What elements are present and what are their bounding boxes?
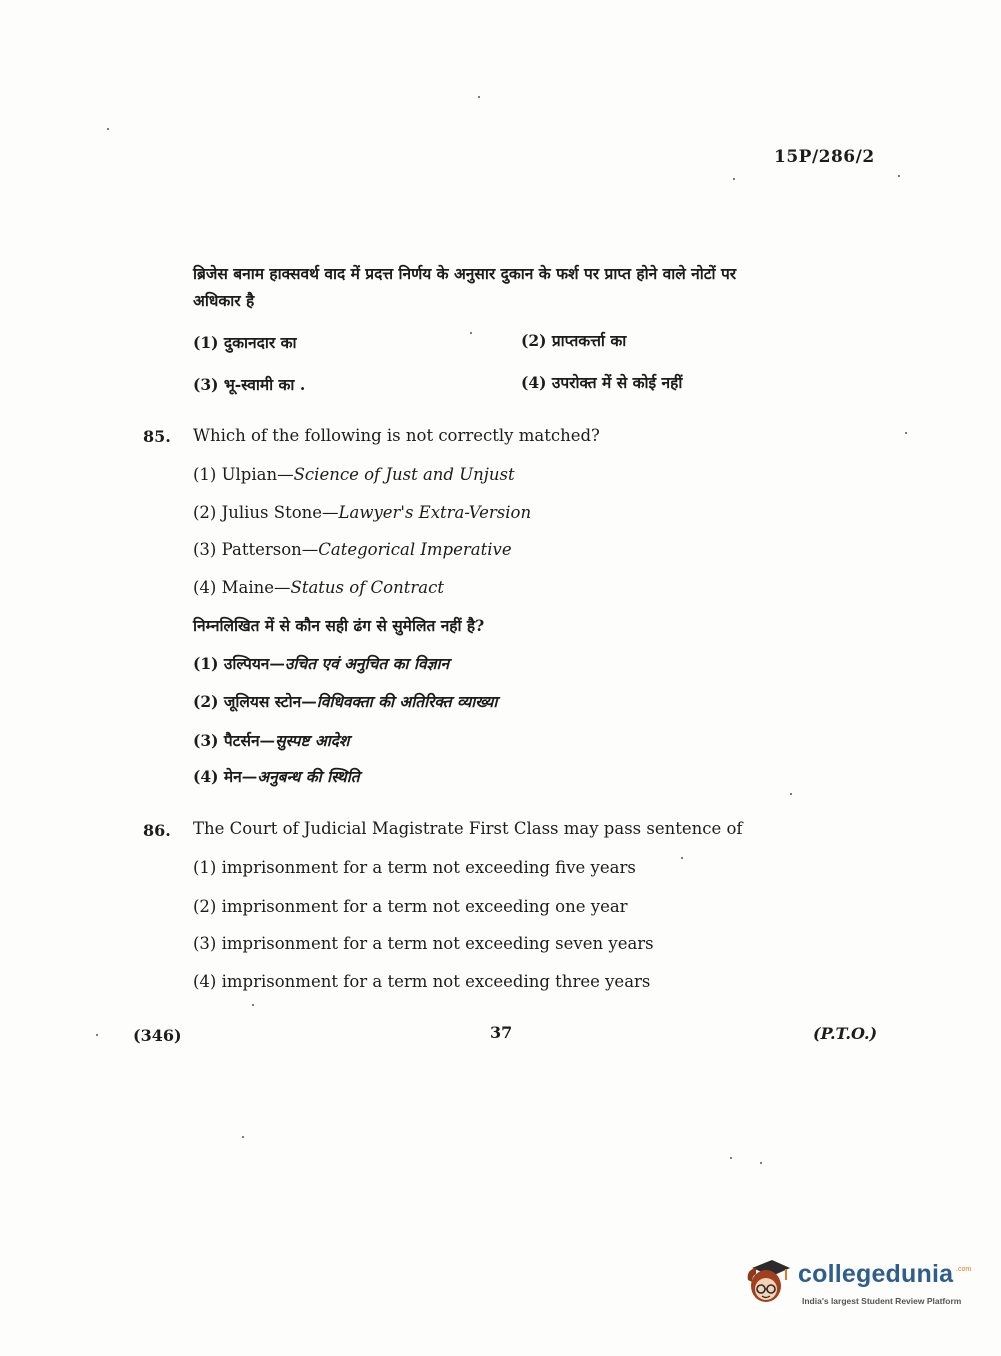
q85-hindi-option-2 (193, 690, 497, 712)
scan-speck (478, 96, 480, 98)
option-number: (4) (193, 767, 219, 786)
q85-hindi-stem: निम्नलिखित में से कौन सही ढंग से सुमेलित नहीं है? (193, 616, 485, 635)
q84-hindi-stem-line2: अधिकार है (193, 291, 255, 310)
option-name: उल्पियन— (223, 654, 285, 673)
scan-speck (733, 178, 735, 180)
q86-option-4: (4) imprisonment for a term not exceeding three years (193, 972, 651, 991)
q84-option-3: (3) भू-स्वामी का . (193, 375, 306, 394)
q85-option-4 (193, 578, 444, 597)
scan-speck (96, 1034, 98, 1036)
q86-option-3: (3) imprisonment for a term not exceeding seven years (193, 934, 654, 953)
q84-option-1: (1) दुकानदार का (193, 333, 297, 352)
q85-option-3 (193, 540, 512, 559)
option-name: पैटर्सन— (223, 731, 276, 750)
option-work: Lawyer's Extra-Version (338, 503, 532, 522)
option-work: Status of Contract (290, 578, 444, 597)
option-name: Ulpian— (221, 465, 294, 484)
q86-number: 86. (143, 821, 171, 840)
option-work: उचित एवं अनुचित का विज्ञान (284, 654, 450, 673)
option-number: (2) (193, 692, 219, 711)
q84-option-2: (2) प्राप्तकर्त्ता का (521, 331, 627, 350)
q86-stem: The Court of Judicial Magistrate First Class may pass sentence of (193, 819, 743, 838)
option-number: (1) (193, 465, 217, 484)
scan-speck (730, 1157, 732, 1159)
scan-speck (898, 175, 900, 177)
option-name: Julius Stone— (221, 503, 339, 522)
collegedunia-watermark (742, 1254, 972, 1314)
page-number: 37 (490, 1023, 513, 1042)
option-work: सुस्पष्ट आदेश (275, 731, 350, 750)
q86-option-2: (2) imprisonment for a term not exceeding one year (193, 897, 628, 916)
scan-speck (252, 1004, 254, 1006)
q84-hindi-stem-line1: ब्रिजेस बनाम हाक्सवर्थ वाद में प्रदत्त निर्णय के अनुसार दुकान के फर्श पर प्राप्त होने वाले नोटों पर (193, 264, 737, 283)
q85-hindi-option-4 (193, 765, 360, 787)
watermark-brand: collegedunia (798, 1260, 954, 1288)
student-mascot-icon (742, 1256, 792, 1306)
q85-number: 85. (143, 427, 171, 446)
option-work: विधिवक्ता की अतिरिक्त व्याख्या (316, 692, 498, 711)
option-number: (3) (193, 731, 219, 750)
option-name: Patterson— (221, 540, 319, 559)
option-number: (4) (193, 578, 217, 597)
pto-label: (P.T.O.) (813, 1024, 878, 1043)
option-name: Maine— (221, 578, 291, 597)
q85-stem: Which of the following is not correctly matched? (193, 426, 600, 445)
q84-option-4: (4) उपरोक्त में से कोई नहीं (521, 373, 683, 392)
scan-speck (790, 793, 792, 795)
scan-speck (242, 1136, 244, 1138)
option-name: मेन— (223, 767, 258, 786)
q86-option-1: (1) imprisonment for a term not exceeding five years (193, 858, 636, 877)
option-work: Science of Just and Unjust (293, 465, 515, 484)
scan-speck (905, 432, 907, 434)
scan-speck (470, 332, 472, 334)
q85-option-2 (193, 503, 531, 522)
option-number: (2) (193, 503, 217, 522)
q85-option-1 (193, 465, 515, 484)
scan-speck (681, 857, 683, 859)
scan-speck (107, 128, 109, 130)
scan-speck (760, 1162, 762, 1164)
q85-hindi-option-1 (193, 652, 449, 674)
option-work: Categorical Imperative (318, 540, 512, 559)
q85-hindi-option-3 (193, 729, 349, 751)
watermark-tagline: India's largest Student Review Platform (802, 1296, 962, 1306)
option-number: (3) (193, 540, 217, 559)
paper-code: 15P/286/2 (774, 147, 875, 167)
watermark-domain: .com (956, 1266, 972, 1273)
footer-code: (346) (133, 1026, 182, 1045)
option-number: (1) (193, 654, 219, 673)
option-work: अनुबन्ध की स्थिति (257, 767, 360, 786)
option-name: जूलियस स्टोन— (223, 692, 317, 711)
